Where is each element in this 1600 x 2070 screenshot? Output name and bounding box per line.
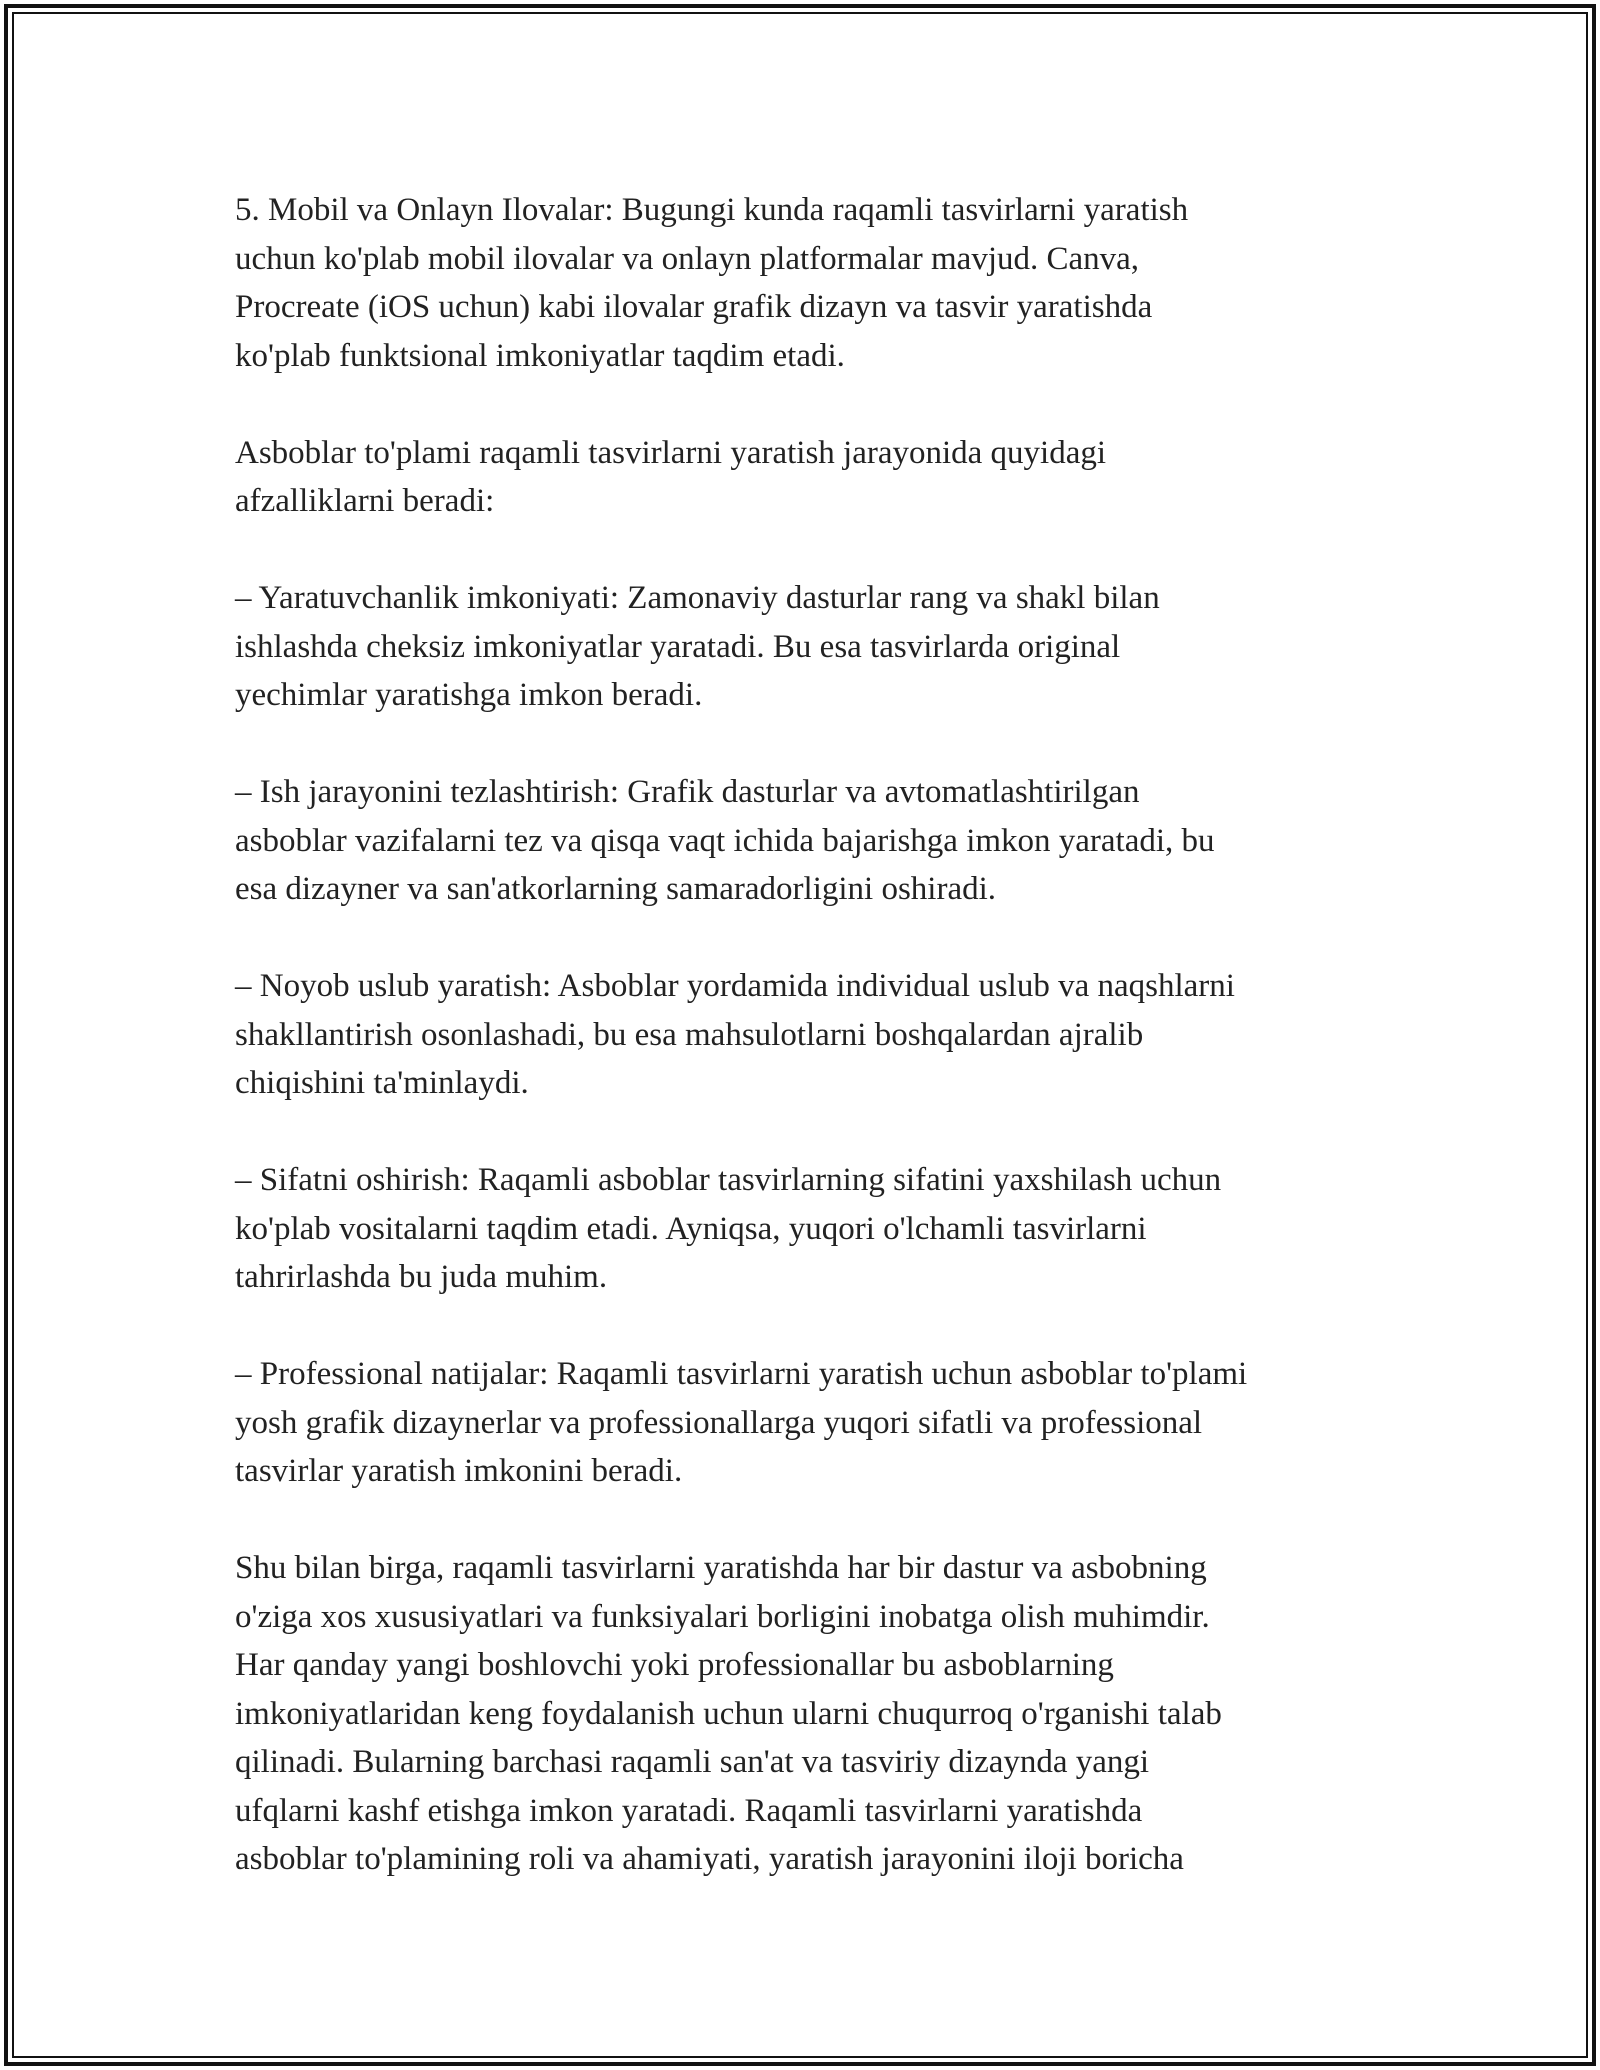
paragraph-professional-results: – Professional natijalar: Raqamli tasvirlarni yaratish uchun asboblar to'plami yosh grafik dizaynerlar va professionallarga yuqori sifatli va professional tasvirlar yaratish imkonini beradi. xyxy=(235,1356,1248,1489)
paragraph-conclusion: Shu bilan birga, raqamli tasvirlarni yaratishda har bir dastur va asbobning o'ziga xos xususiyatlari va funksiyalari borligini inobatga olish muhimdir. Har qanday yangi boshlovchi yoki professionallar bu asboblarning imkoniyatlaridan keng foydalanish uchun ularni chuqurroq o'rganishi talab qilinadi. Bularning barchasi raqamli san'at va tasviriy dizaynda yangi ufqlarni kashf etishga imkon yaratadi. Raqamli tasvirlarni yaratishda asboblar to'plamining roli va ahamiyati, yaratish jarayonini iloji boricha xyxy=(235,1550,1222,1877)
paragraph-creativity: – Yaratuvchanlik imkoniyati: Zamonaviy dasturlar rang va shakl bilan ishlashda cheksiz imkoniyatlar yaratadi. Bu esa tasvirlarda original yechimlar yaratishga imkon beradi. xyxy=(235,580,1160,713)
paragraph-mobile-apps: 5. Mobil va Onlayn Ilovalar: Bugungi kunda raqamli tasvirlarni yaratish uchun ko'plab mobil ilovalar va onlayn platformalar mavjud. Canva, Procreate (iOS uchun) kabi ilovalar grafik dizayn va tasvir yaratishda ko'plab funktsional imkoniyatlar taqdim etadi. xyxy=(235,192,1189,374)
paragraph-toolkit-intro: Asboblar to'plami raqamli tasvirlarni yaratish jarayonida quyidagi afzalliklarni beradi: xyxy=(235,434,1107,519)
paragraph-quality: – Sifatni oshirish: Raqamli asboblar tasvirlarning sifatini yaxshilash uchun ko'plab vositalarni taqdim etadi. Ayniqsa, yuqori o'lchamli tasvirlarni tahrirlashda bu juda muhim. xyxy=(235,1162,1222,1295)
paragraph-unique-style: – Noyob uslub yaratish: Asboblar yordamida individual uslub va naqshlarni shakllantirish osonlashadi, bu esa mahsulotlarni boshqalardan ajralib chiqishini ta'minlaydi. xyxy=(235,968,1235,1101)
document-body xyxy=(235,186,1375,1884)
paragraph-workflow-speed: – Ish jarayonini tezlashtirish: Grafik dasturlar va avtomatlashtirilgan asboblar vazifalarni tez va qisqa vaqt ichida bajarishga imkon yaratadi, bu esa dizayner va san'atkorlarning samaradorligini oshiradi. xyxy=(235,774,1215,907)
